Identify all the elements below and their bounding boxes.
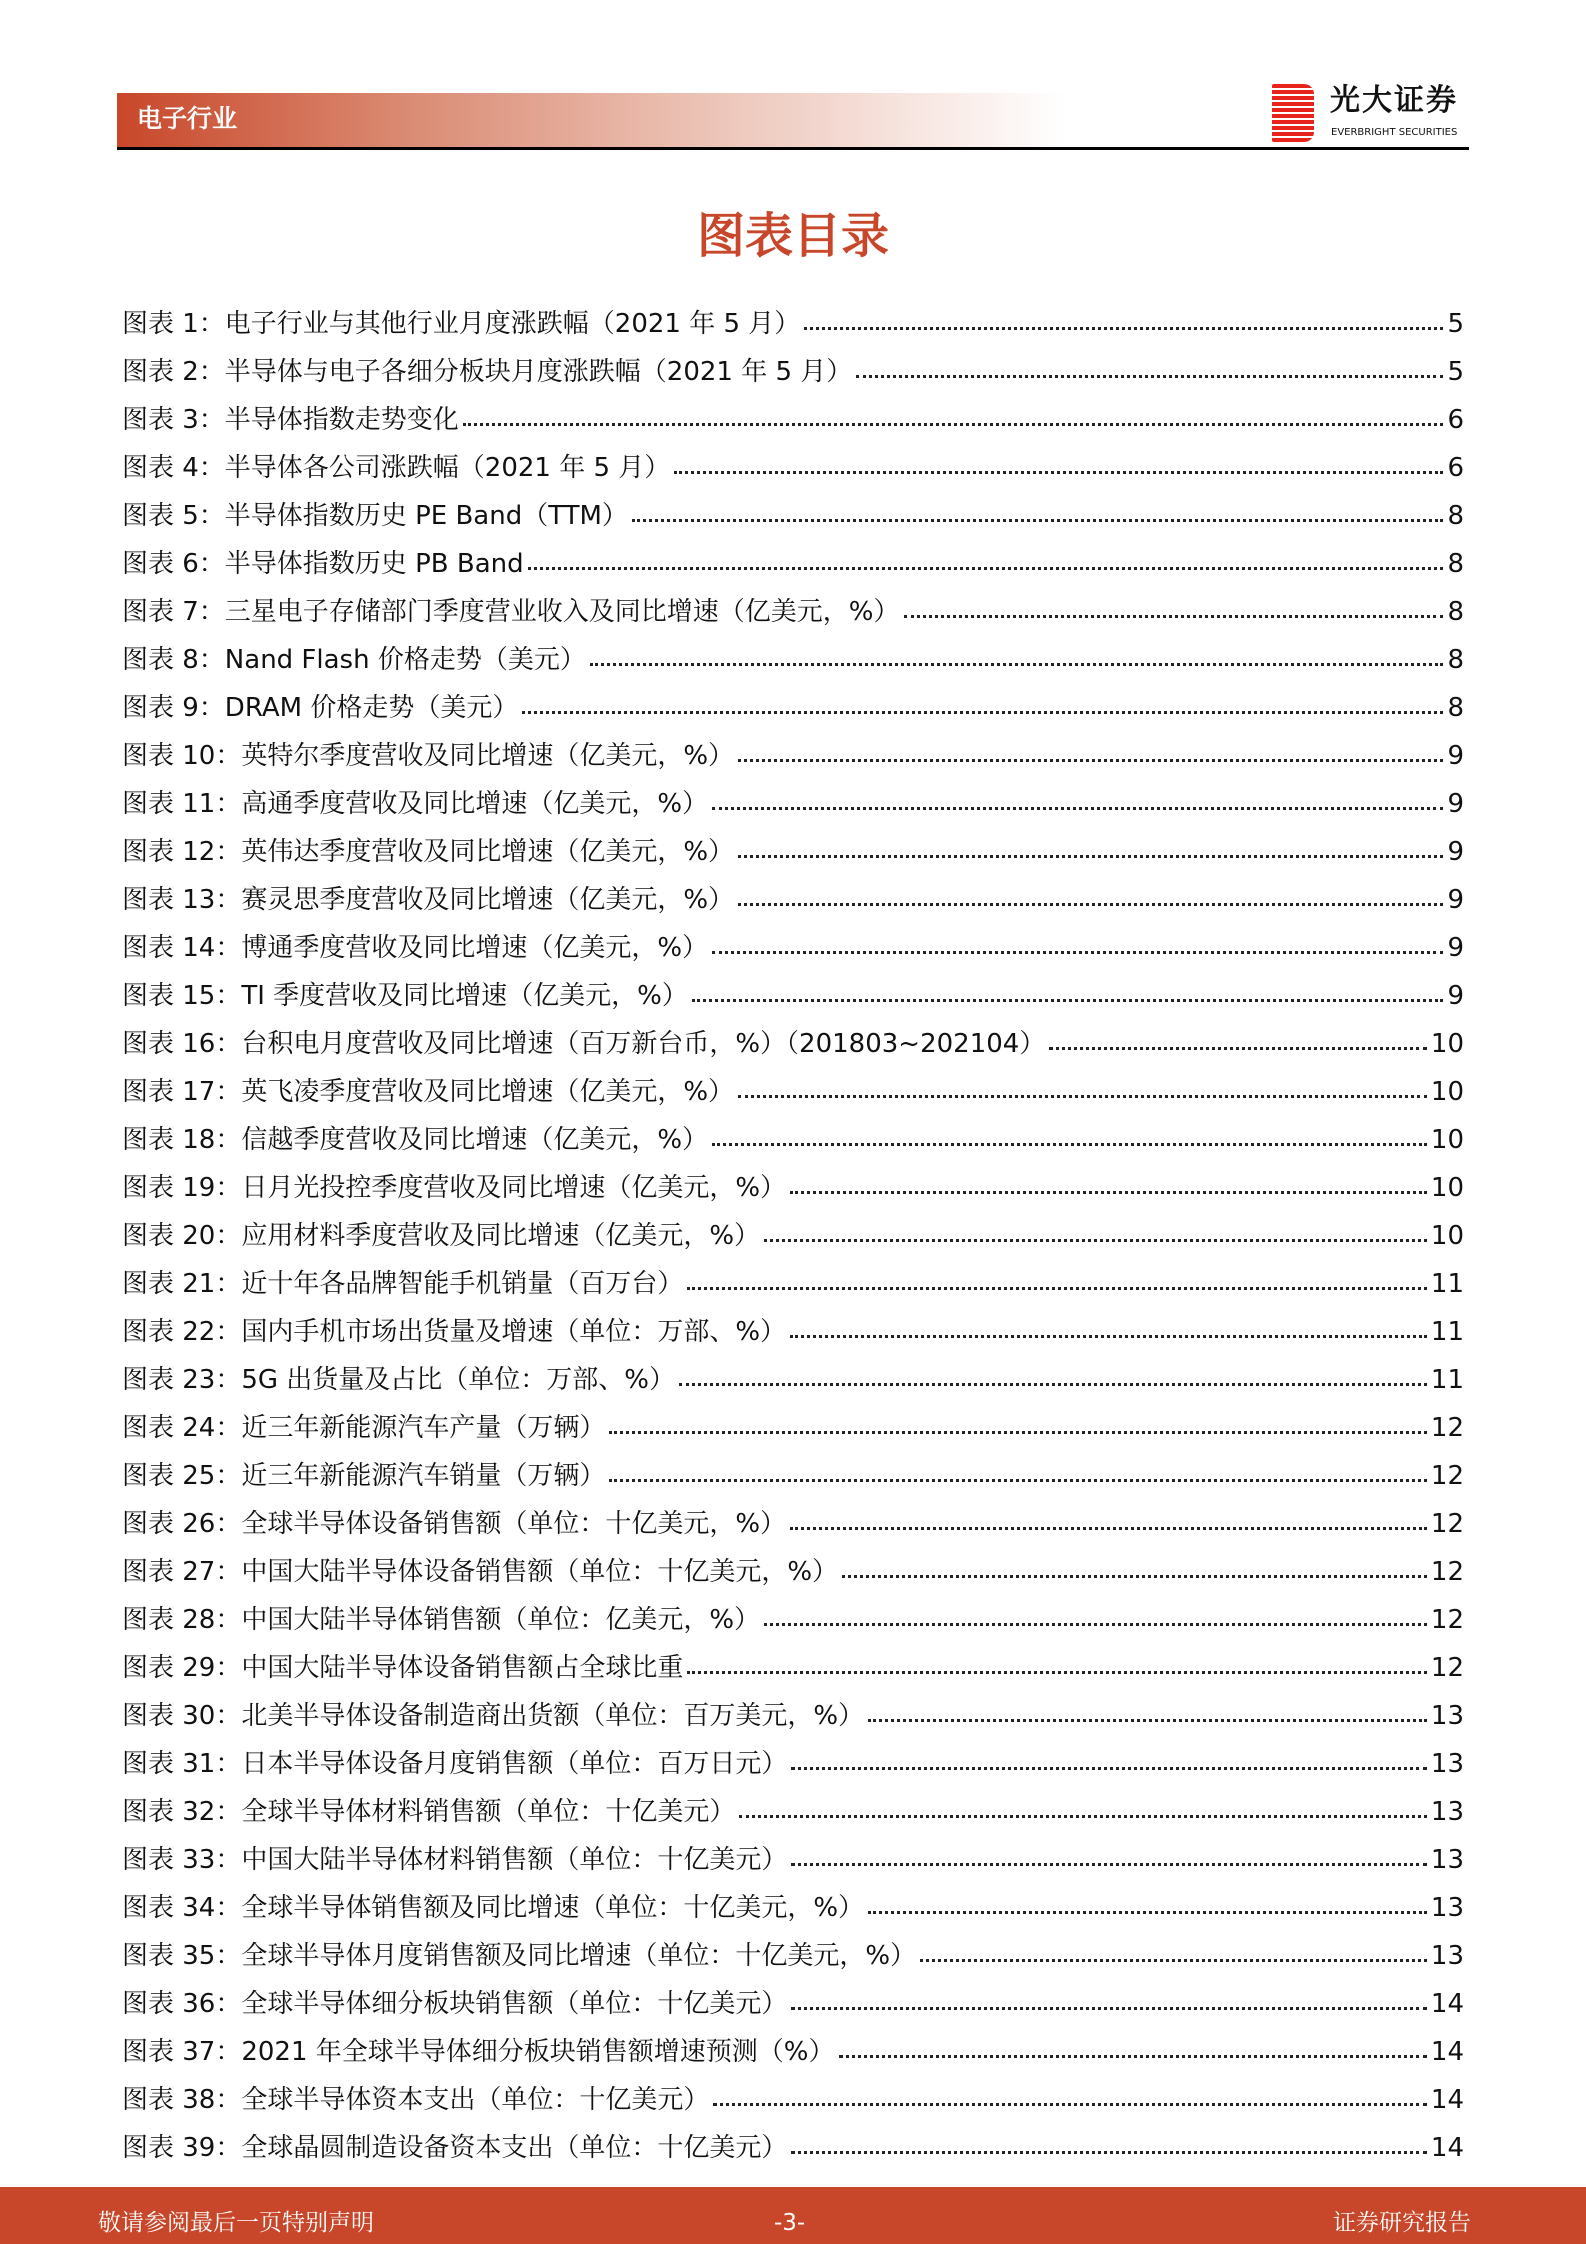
leader-dots [463, 423, 1444, 426]
toc-entry-label: 图表 2：半导体与电子各细分板块月度涨跌幅（2021 年 5 月） [122, 357, 853, 387]
toc-entry[interactable] [122, 1012, 1464, 1060]
toc-entry-page: 6 [1447, 405, 1464, 435]
toc-entry-label: 图表 14：博通季度营收及同比增速（亿美元，%） [122, 933, 709, 963]
toc-entry[interactable] [122, 292, 1464, 340]
leader-dots [842, 1575, 1427, 1578]
toc-entry-page: 14 [1430, 2085, 1464, 2115]
toc-entry-label: 图表 31：日本半导体设备月度销售额（单位：百万日元） [122, 1749, 788, 1779]
toc-entry[interactable] [122, 1636, 1464, 1684]
toc-entry-page: 6 [1447, 453, 1464, 483]
leader-dots [687, 1671, 1427, 1674]
toc-entry[interactable] [122, 1924, 1464, 1972]
toc-entry[interactable] [122, 772, 1464, 820]
toc-entry-page: 9 [1447, 933, 1464, 963]
toc-entry-label: 图表 22：国内手机市场出货量及增速（单位：万部、%） [122, 1317, 787, 1347]
toc-entry-page: 9 [1447, 885, 1464, 915]
leader-dots [679, 1383, 1427, 1386]
toc-entry-label: 图表 37：2021 年全球半导体细分板块销售额增速预测（%） [122, 2037, 835, 2067]
toc-entry-label: 图表 24：近三年新能源汽车产量（万辆） [122, 1413, 606, 1443]
toc-entry-label: 图表 11：高通季度营收及同比增速（亿美元，%） [122, 789, 709, 819]
leader-dots [674, 471, 1443, 474]
toc-entry-page: 13 [1430, 1845, 1464, 1875]
leader-dots [522, 711, 1443, 714]
toc-entry[interactable] [122, 1732, 1464, 1780]
page-title: 图表目录 [696, 208, 889, 264]
leader-dots [804, 327, 1443, 330]
leader-dots [738, 855, 1443, 858]
leader-dots [868, 1719, 1427, 1722]
toc-entry-label: 图表 25：近三年新能源汽车销量（万辆） [122, 1461, 606, 1491]
toc-entry-label: 图表 3：半导体指数走势变化 [122, 405, 459, 435]
toc-entry-page: 13 [1430, 1749, 1464, 1779]
toc-entry-page: 5 [1447, 309, 1464, 339]
toc-entry-label: 图表 8：Nand Flash 价格走势（美元） [122, 645, 586, 675]
toc-entry-page: 10 [1430, 1077, 1464, 1107]
toc-entry[interactable] [122, 964, 1464, 1012]
toc-entry-page: 8 [1447, 645, 1464, 675]
toc-entry[interactable] [122, 1348, 1464, 1396]
leader-dots [738, 759, 1443, 762]
toc-entry-label: 图表 35：全球半导体月度销售额及同比增速（单位：十亿美元，%） [122, 1941, 917, 1971]
logo-text-cn: 光大证券 [1330, 83, 1458, 118]
toc-entry-label: 图表 5：半导体指数历史 PE Band（TTM） [122, 501, 628, 531]
leader-dots [692, 999, 1444, 1002]
report-type: 证券研究报告 [1333, 2210, 1471, 2236]
table-of-figures [122, 292, 1464, 2164]
toc-entry-page: 13 [1430, 1701, 1464, 1731]
toc-entry[interactable] [122, 820, 1464, 868]
toc-entry[interactable] [122, 868, 1464, 916]
toc-entry-page: 13 [1430, 1941, 1464, 1971]
toc-entry-page: 12 [1430, 1509, 1464, 1539]
toc-entry-label: 图表 1：电子行业与其他行业月度涨跌幅（2021 年 5 月） [122, 309, 801, 339]
leader-dots [790, 1191, 1427, 1194]
toc-entry[interactable] [122, 340, 1464, 388]
leader-dots [1049, 1047, 1427, 1050]
toc-entry[interactable] [122, 724, 1464, 772]
leader-dots [790, 1335, 1427, 1338]
toc-entry-label: 图表 28：中国大陆半导体销售额（单位：亿美元，%） [122, 1605, 761, 1635]
toc-entry[interactable] [122, 2068, 1464, 2116]
toc-entry-label: 图表 13：赛灵思季度营收及同比增速（亿美元，%） [122, 885, 735, 915]
footer-disclaimer: 敬请参阅最后一页特别声明 [98, 2210, 374, 2236]
toc-entry-label: 图表 7：三星电子存储部门季度营业收入及同比增速（亿美元，%） [122, 597, 900, 627]
toc-entry[interactable] [122, 1540, 1464, 1588]
leader-dots [764, 1623, 1427, 1626]
leader-dots [609, 1431, 1427, 1434]
toc-entry-label: 图表 39：全球晶圆制造设备资本支出（单位：十亿美元） [122, 2133, 788, 2163]
header-band [117, 93, 1067, 147]
leader-dots [920, 1959, 1427, 1962]
section-label: 电子行业 [137, 104, 238, 133]
leader-dots [868, 1911, 1427, 1914]
toc-entry-page: 8 [1447, 693, 1464, 723]
toc-entry[interactable] [122, 580, 1464, 628]
toc-entry-page: 13 [1430, 1893, 1464, 1923]
toc-entry-page: 8 [1447, 597, 1464, 627]
toc-entry-page: 5 [1447, 357, 1464, 387]
toc-entry-page: 12 [1430, 1653, 1464, 1683]
toc-entry-label: 图表 34：全球半导体销售额及同比增速（单位：十亿美元，%） [122, 1893, 865, 1923]
toc-entry[interactable] [122, 1156, 1464, 1204]
toc-entry[interactable] [122, 1300, 1464, 1348]
toc-entry[interactable] [122, 1252, 1464, 1300]
toc-entry-label: 图表 20：应用材料季度营收及同比增速（亿美元，%） [122, 1221, 761, 1251]
footer-bar [0, 2187, 1586, 2244]
toc-entry[interactable] [122, 1684, 1464, 1732]
toc-entry-page: 11 [1430, 1269, 1464, 1299]
toc-entry-page: 11 [1430, 1317, 1464, 1347]
toc-entry-page: 12 [1430, 1557, 1464, 1587]
leader-dots [712, 807, 1443, 810]
leader-dots [687, 1287, 1427, 1290]
toc-entry-page: 10 [1430, 1173, 1464, 1203]
toc-entry[interactable] [122, 628, 1464, 676]
leader-dots [764, 1239, 1427, 1242]
toc-entry-label: 图表 38：全球半导体资本支出（单位：十亿美元） [122, 2085, 710, 2115]
leader-dots [609, 1479, 1427, 1482]
toc-entry-label: 图表 26：全球半导体设备销售额（单位：十亿美元，%） [122, 1509, 787, 1539]
toc-entry-label: 图表 12：英伟达季度营收及同比增速（亿美元，%） [122, 837, 735, 867]
toc-entry[interactable] [122, 916, 1464, 964]
leader-dots [528, 567, 1444, 570]
toc-entry[interactable] [122, 532, 1464, 580]
toc-entry-page: 12 [1430, 1413, 1464, 1443]
leader-dots [791, 2151, 1427, 2154]
toc-entry-label: 图表 16：台积电月度营收及同比增速（百万新台币，%）（201803~202104） [122, 1029, 1046, 1059]
leader-dots [904, 615, 1444, 618]
toc-entry[interactable] [122, 1492, 1464, 1540]
toc-entry[interactable] [122, 676, 1464, 724]
toc-entry[interactable] [122, 388, 1464, 436]
leader-dots [738, 903, 1443, 906]
leader-dots [713, 2103, 1427, 2106]
toc-entry-label: 图表 21：近十年各品牌智能手机销量（百万台） [122, 1269, 684, 1299]
toc-entry[interactable] [122, 1108, 1464, 1156]
toc-entry-label: 图表 6：半导体指数历史 PB Band [122, 549, 524, 579]
toc-entry-page: 14 [1430, 2133, 1464, 2163]
toc-entry-page: 9 [1447, 789, 1464, 819]
toc-entry-label: 图表 18：信越季度营收及同比增速（亿美元，%） [122, 1125, 709, 1155]
toc-entry-label: 图表 19：日月光投控季度营收及同比增速（亿美元，%） [122, 1173, 787, 1203]
leader-dots [739, 1815, 1427, 1818]
toc-entry[interactable] [122, 484, 1464, 532]
header-divider [117, 147, 1469, 150]
page-number: -3- [774, 2210, 806, 2236]
toc-entry[interactable] [122, 2020, 1464, 2068]
toc-entry-page: 9 [1447, 837, 1464, 867]
leader-dots [856, 375, 1443, 378]
toc-entry-label: 图表 33：中国大陆半导体材料销售额（单位：十亿美元） [122, 1845, 788, 1875]
leader-dots [590, 663, 1444, 666]
toc-entry-page: 10 [1430, 1125, 1464, 1155]
toc-entry[interactable] [122, 1204, 1464, 1252]
toc-entry-label: 图表 32：全球半导体材料销售额（单位：十亿美元） [122, 1797, 736, 1827]
toc-entry[interactable] [122, 1828, 1464, 1876]
toc-entry[interactable] [122, 436, 1464, 484]
toc-entry-page: 9 [1447, 981, 1464, 1011]
toc-entry[interactable] [122, 2116, 1464, 2164]
toc-entry-label: 图表 36：全球半导体细分板块销售额（单位：十亿美元） [122, 1989, 788, 2019]
toc-entry-page: 13 [1430, 1797, 1464, 1827]
toc-entry[interactable] [122, 1396, 1464, 1444]
toc-entry-page: 14 [1430, 1989, 1464, 2019]
toc-entry-page: 10 [1430, 1029, 1464, 1059]
toc-entry-page: 8 [1447, 501, 1464, 531]
leader-dots [632, 519, 1444, 522]
toc-entry-label: 图表 29：中国大陆半导体设备销售额占全球比重 [122, 1653, 684, 1683]
toc-entry[interactable] [122, 1876, 1464, 1924]
toc-entry-page: 14 [1430, 2037, 1464, 2067]
toc-entry-label: 图表 10：英特尔季度营收及同比增速（亿美元，%） [122, 741, 735, 771]
toc-entry-label: 图表 30：北美半导体设备制造商出货额（单位：百万美元，%） [122, 1701, 865, 1731]
toc-entry-page: 9 [1447, 741, 1464, 771]
leader-dots [839, 2055, 1427, 2058]
toc-entry-label: 图表 9：DRAM 价格走势（美元） [122, 693, 519, 723]
everbright-logo-icon [1272, 84, 1314, 142]
toc-entry-label: 图表 4：半导体各公司涨跌幅（2021 年 5 月） [122, 453, 671, 483]
leader-dots [791, 2007, 1427, 2010]
leader-dots [791, 1863, 1427, 1866]
toc-entry-page: 10 [1430, 1221, 1464, 1251]
toc-entry-page: 12 [1430, 1605, 1464, 1635]
toc-entry[interactable] [122, 1780, 1464, 1828]
toc-entry-label: 图表 27：中国大陆半导体设备销售额（单位：十亿美元，%） [122, 1557, 839, 1587]
toc-entry-page: 12 [1430, 1461, 1464, 1491]
logo-text-en: EVERBRIGHT SECURITIES [1331, 127, 1458, 138]
toc-entry-label: 图表 23：5G 出货量及占比（单位：万部、%） [122, 1365, 676, 1395]
leader-dots [712, 1143, 1427, 1146]
toc-entry-label: 图表 15：TI 季度营收及同比增速（亿美元，%） [122, 981, 688, 1011]
toc-entry-label: 图表 17：英飞凌季度营收及同比增速（亿美元，%） [122, 1077, 735, 1107]
toc-entry[interactable] [122, 1972, 1464, 2020]
leader-dots [790, 1527, 1427, 1530]
toc-entry[interactable] [122, 1444, 1464, 1492]
leader-dots [738, 1095, 1427, 1098]
toc-entry[interactable] [122, 1060, 1464, 1108]
leader-dots [791, 1767, 1427, 1770]
leader-dots [712, 951, 1443, 954]
toc-entry-page: 8 [1447, 549, 1464, 579]
toc-entry[interactable] [122, 1588, 1464, 1636]
toc-entry-page: 11 [1430, 1365, 1464, 1395]
